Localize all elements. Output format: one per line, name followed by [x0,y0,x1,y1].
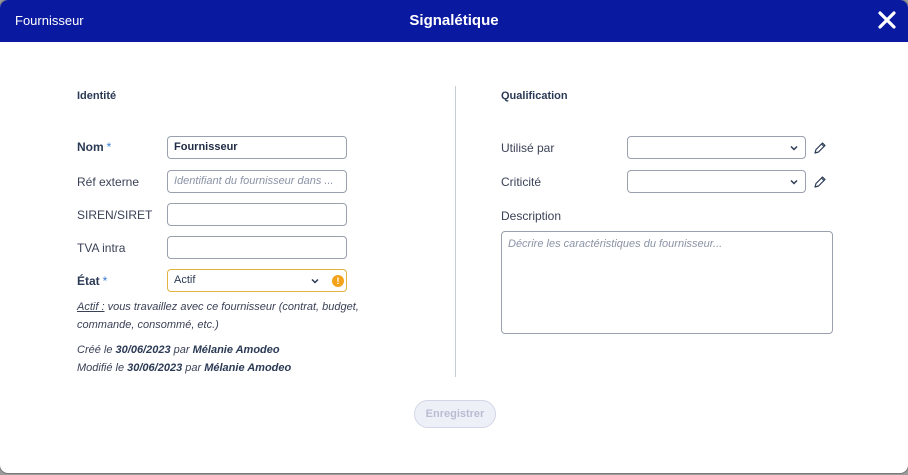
dialog-title: Signalétique [409,12,499,29]
criticite-select[interactable] [627,170,806,193]
criticite-label: Criticité [501,175,542,189]
nom-input[interactable]: Fournisseur [167,136,347,159]
created-info [77,344,280,356]
ref-externe-label: Réf externe [77,175,140,189]
required-star: * [102,274,108,288]
etat-help-text [77,298,377,334]
save-button[interactable]: Enregistrer [414,400,496,428]
tva-input[interactable] [167,236,347,259]
created-by: par [170,344,193,356]
created-user: Mélanie Amodeo [192,344,280,356]
siren-label: SIREN/SIRET [77,208,153,222]
description-textarea[interactable]: Décrire les caractéristiques du fournisseur... [501,231,833,334]
chevron-down-icon [310,276,320,286]
warning-icon: ! [332,275,344,287]
identite-section-title: Identité [77,90,117,102]
tva-label: TVA intra [77,241,126,255]
close-icon[interactable] [876,8,898,32]
help-term: Actif : [77,301,105,313]
help-desc: vous travaillez avec ce fournisseur (contrat, budget, commande, consommé, etc.) [77,301,359,331]
required-star: * [106,140,112,154]
etat-select[interactable] [167,269,347,292]
modified-info [77,362,291,374]
utilise-par-select[interactable] [627,136,806,159]
created-prefix: Créé le [77,344,116,356]
chevron-down-icon [789,143,799,153]
etat-label-text: État [77,274,100,288]
ref-externe-input[interactable]: Identifiant du fournisseur dans ... [167,170,347,193]
chevron-down-icon [789,177,799,187]
utilise-par-label: Utilisé par [501,141,555,155]
header-crumb: Fournisseur [15,13,84,28]
created-date: 30/06/2023 [115,344,171,356]
modified-user: Mélanie Amodeo [204,362,292,374]
nom-label [77,140,111,154]
modified-prefix: Modifié le [77,362,128,374]
etat-label [77,274,107,288]
dialog-header [0,0,908,42]
siren-input[interactable] [167,203,347,226]
column-divider [455,86,456,377]
qualification-section-title: Qualification [501,90,568,102]
edit-pencil-icon[interactable] [813,141,827,155]
edit-pencil-icon[interactable] [813,175,827,189]
etat-value: Actif [174,274,196,286]
description-label: Description [501,209,562,223]
modified-by: par [182,362,205,374]
nom-label-text: Nom [77,140,104,154]
modified-date: 30/06/2023 [127,362,183,374]
